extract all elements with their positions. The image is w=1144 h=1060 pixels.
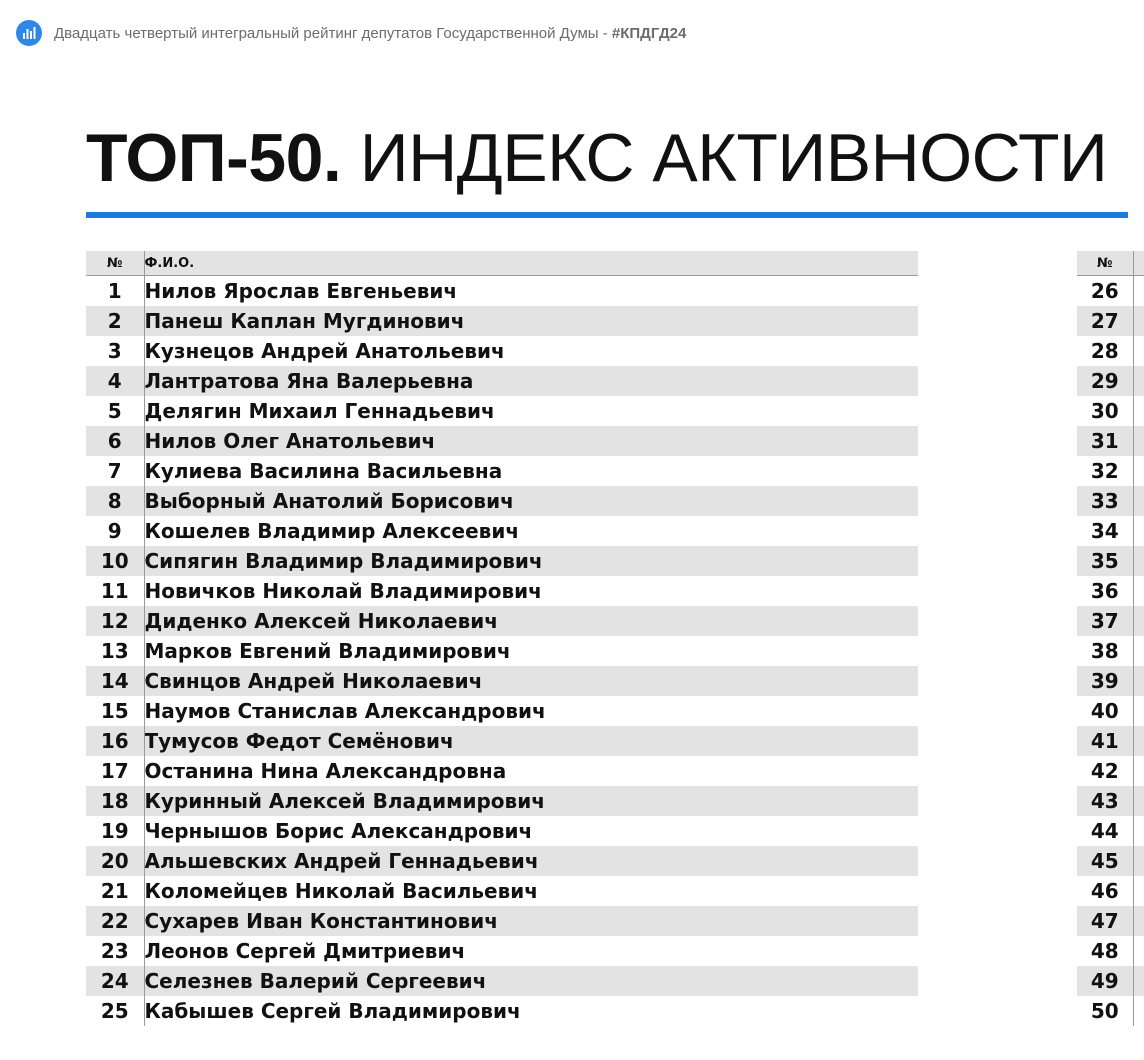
rank-number: 20 — [86, 846, 144, 876]
table-row — [86, 936, 918, 966]
deputy-name: Останина Нина Александровна — [144, 759, 507, 783]
rank-number: 41 — [1077, 726, 1133, 756]
deputy-name — [1133, 576, 1144, 606]
table-row — [86, 846, 918, 876]
table-row — [1077, 906, 1144, 936]
rank-number: 2 — [86, 306, 144, 336]
table-row — [86, 396, 918, 426]
deputy-name — [1133, 366, 1144, 396]
deputy-name: Кабышев Сергей Владимирович — [144, 999, 521, 1023]
deputy-name: Коломейцев Николай Васильевич — [144, 879, 538, 903]
deputy-name: Делягин Михаил Геннадьевич — [144, 399, 495, 423]
rank-number: 34 — [1077, 516, 1133, 546]
rank-number: 3 — [86, 336, 144, 366]
deputy-name: Леонов Сергей Дмитриевич — [144, 939, 466, 963]
rank-number: 22 — [86, 906, 144, 936]
deputy-name: Кошелев Владимир Алексеевич — [144, 519, 520, 543]
table-row — [86, 966, 918, 996]
rank-number: 19 — [86, 816, 144, 846]
table-row — [1077, 756, 1144, 786]
table-row — [1077, 486, 1144, 516]
deputy-name: Лантратова Яна Валерьевна — [144, 366, 918, 396]
rank-number: 1 — [86, 276, 144, 307]
rank-number: 9 — [86, 516, 144, 546]
rank-number: 42 — [1077, 756, 1133, 786]
deputy-name: Тумусов Федот Семёнович — [144, 726, 918, 756]
rank-number: 30 — [1077, 396, 1133, 426]
rank-number: 26 — [1077, 276, 1133, 307]
header-title — [54, 25, 686, 42]
deputy-name — [1133, 906, 1144, 936]
rank-number: 40 — [1077, 696, 1133, 726]
deputy-name — [1133, 726, 1144, 756]
deputy-name: Куринный Алексей Владимирович — [144, 786, 918, 816]
column-header-name: Ф.И.О. — [144, 251, 918, 276]
table-row — [1077, 636, 1144, 666]
table-row — [86, 546, 918, 576]
deputy-name: Панеш Каплан Мугдинович — [144, 306, 918, 336]
deputy-name — [1133, 846, 1144, 876]
rank-number: 35 — [1077, 546, 1133, 576]
table-row — [1077, 456, 1144, 486]
rank-number: 46 — [1077, 876, 1133, 906]
rank-number: 27 — [1077, 306, 1133, 336]
table-row — [1077, 576, 1144, 606]
deputy-name — [1133, 336, 1144, 366]
rank-number: 10 — [86, 546, 144, 576]
table-row — [1077, 666, 1144, 696]
table-row — [86, 876, 918, 906]
deputy-name — [1133, 516, 1144, 546]
title-bold-part: ТОП-50. — [86, 120, 342, 196]
rank-number: 5 — [86, 396, 144, 426]
deputy-name: Свинцов Андрей Николаевич — [144, 666, 918, 696]
table-row — [86, 576, 918, 606]
rank-number: 50 — [1077, 996, 1133, 1026]
table-header-row — [1077, 251, 1144, 276]
table-row — [86, 996, 918, 1026]
deputy-name: Диденко Алексей Николаевич — [144, 606, 918, 636]
rank-number: 38 — [1077, 636, 1133, 666]
deputy-name — [1133, 816, 1144, 846]
table-row — [86, 606, 918, 636]
deputy-name — [1133, 546, 1144, 576]
column-header-number: № — [86, 251, 144, 276]
deputy-name — [1133, 696, 1144, 726]
table-row — [86, 276, 918, 307]
table-row — [1077, 846, 1144, 876]
deputy-name: Альшевских Андрей Геннадьевич — [144, 846, 918, 876]
rank-number: 12 — [86, 606, 144, 636]
column-header-name — [1133, 251, 1144, 276]
deputy-name: Сухарев Иван Константинович — [144, 906, 918, 936]
rank-number: 28 — [1077, 336, 1133, 366]
rank-number: 13 — [86, 636, 144, 666]
ranking-table-right-clip — [1077, 251, 1144, 1031]
deputy-name — [1133, 996, 1144, 1026]
table-row — [1077, 786, 1144, 816]
deputy-name — [1133, 636, 1144, 666]
rank-number: 4 — [86, 366, 144, 396]
rank-number: 29 — [1077, 366, 1133, 396]
rank-number: 11 — [86, 576, 144, 606]
table-row — [1077, 606, 1144, 636]
table-row — [1077, 306, 1144, 336]
table-row — [1077, 816, 1144, 846]
deputy-name — [1133, 876, 1144, 906]
table-row — [86, 696, 918, 726]
rank-number: 18 — [86, 786, 144, 816]
rank-number: 44 — [1077, 816, 1133, 846]
rank-number: 14 — [86, 666, 144, 696]
table-row — [86, 336, 918, 366]
table-row — [1077, 276, 1144, 307]
deputy-name: Новичков Николай Владимирович — [144, 579, 542, 603]
table-row — [86, 726, 918, 756]
table-row — [86, 456, 918, 486]
deputy-name: Кулиева Василина Васильевна — [144, 459, 503, 483]
deputy-name: Выборный Анатолий Борисович — [144, 486, 918, 516]
deputy-name — [1133, 756, 1144, 786]
deputy-name — [1133, 426, 1144, 456]
deputy-name: Нилов Ярослав Евгеньевич — [144, 279, 458, 303]
rank-number: 47 — [1077, 906, 1133, 936]
deputy-name: Марков Евгений Владимирович — [144, 639, 511, 663]
rank-number: 33 — [1077, 486, 1133, 516]
deputy-name — [1133, 306, 1144, 336]
table-row — [86, 306, 918, 336]
rank-number: 24 — [86, 966, 144, 996]
rank-number: 39 — [1077, 666, 1133, 696]
table-row — [86, 426, 918, 456]
table-row — [1077, 876, 1144, 906]
table-row — [86, 516, 918, 546]
bar-chart-icon — [16, 20, 42, 46]
table-row — [1077, 546, 1144, 576]
page-title — [86, 118, 1107, 198]
rank-number: 6 — [86, 426, 144, 456]
rank-number: 7 — [86, 456, 144, 486]
rank-number: 43 — [1077, 786, 1133, 816]
table-row — [86, 366, 918, 396]
rank-number: 16 — [86, 726, 144, 756]
rank-number: 21 — [86, 876, 144, 906]
rank-number: 32 — [1077, 456, 1133, 486]
table-row — [86, 636, 918, 666]
header — [16, 20, 686, 46]
table-row — [1077, 426, 1144, 456]
rank-number: 45 — [1077, 846, 1133, 876]
rank-number: 8 — [86, 486, 144, 516]
deputy-name — [1133, 936, 1144, 966]
ranking-table-right — [1077, 251, 1144, 1026]
table-row — [1077, 996, 1144, 1026]
title-underline — [86, 212, 1128, 218]
table-row — [86, 786, 918, 816]
rank-number: 37 — [1077, 606, 1133, 636]
deputy-name: Селезнев Валерий Сергеевич — [144, 966, 918, 996]
header-text: Двадцать четвертый интегральный рейтинг депутатов Государственной Думы - — [54, 24, 612, 42]
table-header-row — [86, 251, 918, 276]
rank-number: 48 — [1077, 936, 1133, 966]
deputy-name: Кузнецов Андрей Анатольевич — [144, 339, 505, 363]
rank-number: 36 — [1077, 576, 1133, 606]
deputy-name — [1133, 606, 1144, 636]
table-row — [1077, 396, 1144, 426]
table-row — [86, 486, 918, 516]
rank-number: 23 — [86, 936, 144, 966]
deputy-name — [1133, 966, 1144, 996]
rank-number: 49 — [1077, 966, 1133, 996]
deputy-name — [1133, 456, 1144, 486]
deputy-name: Нилов Олег Анатольевич — [144, 426, 918, 456]
table-row — [86, 816, 918, 846]
rank-number: 17 — [86, 756, 144, 786]
table-row — [1077, 966, 1144, 996]
table-row — [1077, 366, 1144, 396]
rank-number: 15 — [86, 696, 144, 726]
rank-number: 31 — [1077, 426, 1133, 456]
title-rest-part: ИНДЕКС АКТИВНОСТИ — [341, 120, 1108, 196]
table-row — [1077, 516, 1144, 546]
deputy-name — [1133, 276, 1144, 307]
rank-number: 25 — [86, 996, 144, 1026]
deputy-name — [1133, 666, 1144, 696]
deputy-name: Сипягин Владимир Владимирович — [144, 546, 918, 576]
table-row — [1077, 336, 1144, 366]
table-row — [1077, 726, 1144, 756]
table-row — [1077, 936, 1144, 966]
table-row — [1077, 696, 1144, 726]
deputy-name — [1133, 396, 1144, 426]
deputy-name: Чернышов Борис Александрович — [144, 819, 533, 843]
deputy-name — [1133, 486, 1144, 516]
deputy-name — [1133, 786, 1144, 816]
table-row — [86, 756, 918, 786]
deputy-name: Наумов Станислав Александрович — [144, 699, 546, 723]
header-hashtag: #КПДГД24 — [611, 24, 687, 42]
column-header-number: № — [1077, 251, 1133, 276]
table-row — [86, 666, 918, 696]
table-row — [86, 906, 918, 936]
ranking-table-left — [86, 251, 918, 1026]
